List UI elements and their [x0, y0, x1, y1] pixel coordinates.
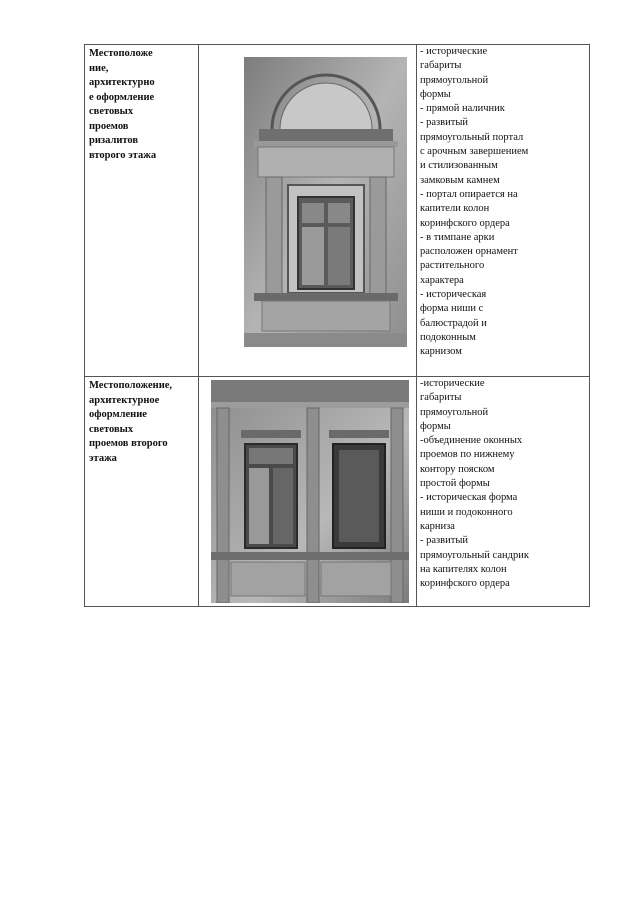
photo-cell	[199, 45, 417, 376]
description-line: карниза	[420, 520, 455, 532]
description-line: формы	[420, 420, 451, 432]
description-line: - прямой наличник	[420, 103, 505, 115]
label-line: этажа	[89, 452, 117, 464]
description-line: растительного	[420, 260, 485, 272]
row-description-cell	[417, 45, 589, 376]
label-line: Местоположе	[89, 48, 153, 59]
description-line: расположен орнамент	[420, 246, 518, 258]
description-line: капители колон	[420, 203, 490, 215]
label-line: проемов второго	[89, 438, 168, 449]
description-line: коринфского ордера	[420, 217, 510, 229]
row-label-cell	[85, 377, 199, 606]
description-line: - портал опирается на	[420, 188, 518, 200]
description-line: подоконным	[420, 331, 476, 343]
description-line: проемов по нижнему	[420, 449, 515, 461]
description-line: прямоугольный сандрик	[420, 549, 529, 561]
description-line: и стилизованным	[420, 160, 498, 172]
description-line: простой формы	[420, 478, 490, 490]
description-line: коринфского ордера	[420, 578, 510, 590]
label-line: Местоположение,	[89, 380, 173, 391]
row-label	[89, 379, 195, 466]
description-line: прямоугольной	[420, 74, 489, 86]
row-label	[89, 47, 195, 163]
photo-cell	[199, 377, 417, 606]
label-line: проемов	[89, 120, 129, 132]
label-line: оформление	[89, 409, 147, 420]
description-line: ниши и подоконного	[420, 506, 513, 518]
description-line: прямоугольной	[420, 406, 489, 418]
facade-elements-table	[84, 44, 590, 607]
description-line: на капителях колон	[420, 563, 507, 575]
description-line: контору пояском	[420, 463, 495, 475]
label-line: е оформление	[89, 91, 155, 103]
description-line: габариты	[420, 60, 462, 72]
description-line: -объединение оконных	[420, 435, 523, 447]
description-line: с арочным завершением	[420, 146, 529, 158]
row-label-cell	[85, 45, 199, 376]
description-line: замковым камнем	[420, 174, 500, 186]
table-row	[85, 377, 589, 606]
label-line: ние,	[89, 62, 109, 74]
description-line: габариты	[420, 392, 462, 404]
description-line: -исторические	[420, 378, 485, 389]
label-line: архитектурное	[89, 394, 160, 406]
label-line: световых	[89, 106, 134, 117]
label-line: архитектурно	[89, 77, 155, 88]
description-line: - развитый	[420, 535, 469, 547]
facade-photo-arched-window	[244, 57, 407, 347]
description-line: форма ниши с	[420, 303, 484, 315]
facade-photo-paired-windows	[211, 380, 409, 603]
description-line: - в тимпане арки	[420, 231, 495, 243]
description-line: карнизом	[420, 346, 462, 358]
description-line: формы	[420, 88, 451, 100]
description-line: - историческая форма	[420, 492, 518, 504]
description-line: - исторические	[420, 46, 488, 57]
description-line: - развитый	[420, 117, 469, 129]
label-line: ризалитов	[89, 135, 139, 146]
table-row	[85, 45, 589, 377]
row-description-cell	[417, 377, 589, 606]
description-line: характера	[420, 274, 464, 286]
label-line: второго этажа	[89, 149, 157, 161]
description-line: прямоугольный портал	[420, 131, 524, 143]
label-line: световых	[89, 423, 134, 435]
description-line: балюстрадой и	[420, 317, 487, 329]
description-line: - историческая	[420, 289, 487, 301]
